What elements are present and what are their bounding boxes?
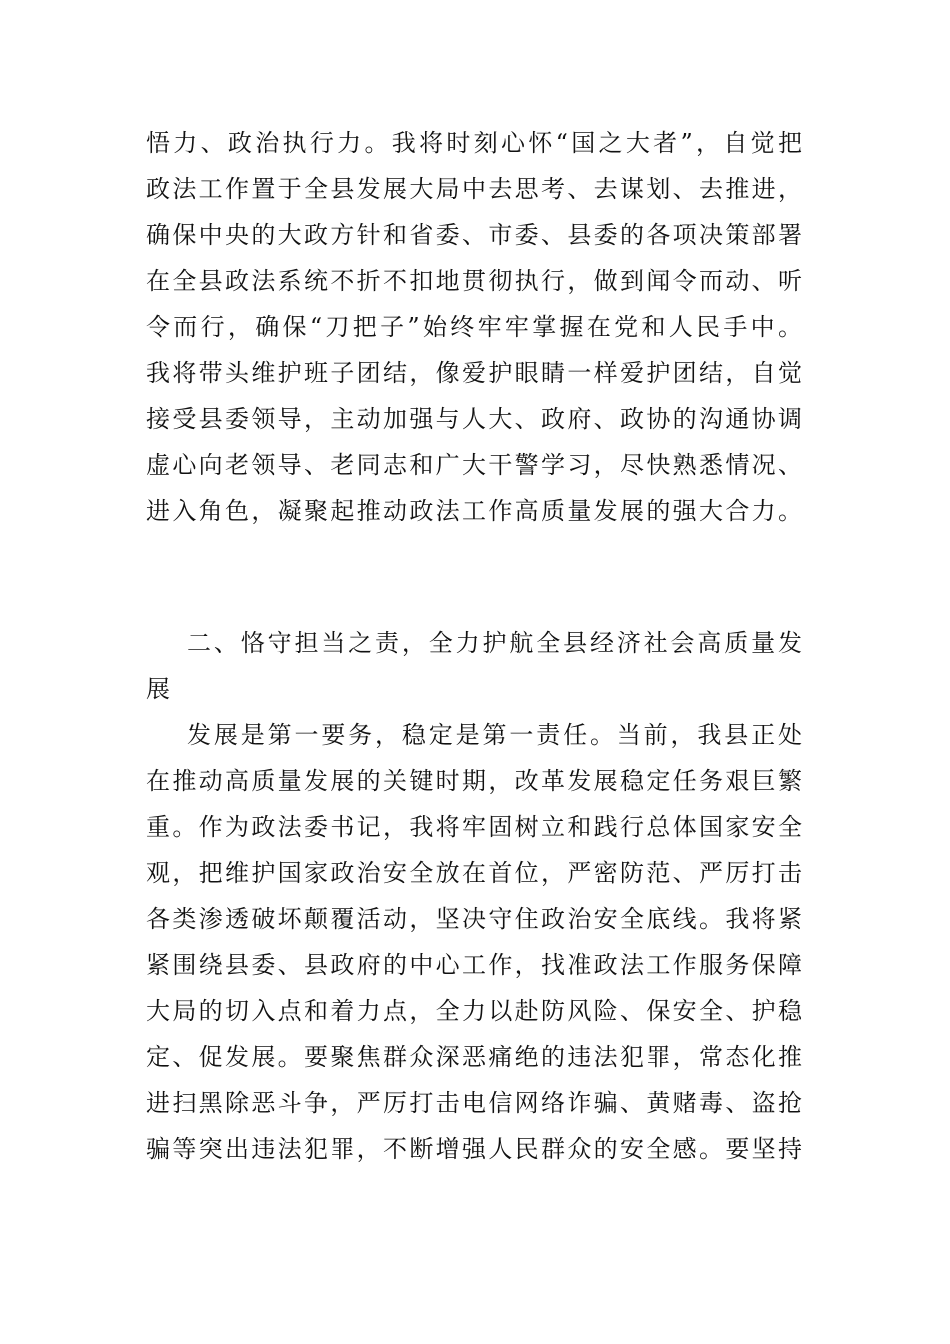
text-line: 令而行，确保“刀把子”始终牢牢掌握在党和人民手中。	[146, 313, 803, 341]
text-line: 重。作为政法委书记，我将牢固树立和践行总体国家安全	[146, 813, 803, 841]
text-line: 骗等突出违法犯罪，不断增强人民群众的安全感。要坚持	[146, 1135, 803, 1163]
text-line: 进扫黑除恶斗争，严厉打击电信网络诈骗、黄赌毒、盗抢	[146, 1089, 803, 1117]
text-line: 悟力、政治执行力。我将时刻心怀“国之大者”，自觉把	[146, 129, 803, 157]
text-line: 进入角色，凝聚起推动政法工作高质量发展的强大合力。	[146, 497, 803, 525]
text-line: 定、促发展。要聚焦群众深恶痛绝的违法犯罪，常态化推	[146, 1043, 803, 1071]
text-line: 发展是第一要务，稳定是第一责任。当前，我县正处	[187, 721, 803, 749]
text-line: 虚心向老领导、老同志和广大干警学习，尽快熟悉情况、	[146, 451, 803, 479]
text-line: 各类渗透破坏颠覆活动，坚决守住政治安全底线。我将紧	[146, 905, 803, 933]
text-line: 观，把维护国家政治安全放在首位，严密防范、严厉打击	[146, 859, 803, 887]
heading-line: 二、恪守担当之责，全力护航全县经济社会高质量发	[187, 629, 803, 657]
text-line: 在全县政法系统不折不扣地贯彻执行，做到闻令而动、听	[146, 267, 803, 295]
text-line: 紧围绕县委、县政府的中心工作，找准政法工作服务保障	[146, 951, 803, 979]
text-line: 在推动高质量发展的关键时期，改革发展稳定任务艰巨繁	[146, 767, 803, 795]
text-line: 确保中央的大政方针和省委、市委、县委的各项决策部署	[146, 221, 803, 249]
text-line: 我将带头维护班子团结，像爱护眼睛一样爱护团结，自觉	[146, 359, 803, 387]
text-line: 政法工作置于全县发展大局中去思考、去谋划、去推进，	[146, 175, 803, 203]
text-line: 接受县委领导，主动加强与人大、政府、政协的沟通协调	[146, 405, 803, 433]
text-line: 大局的切入点和着力点，全力以赴防风险、保安全、护稳	[146, 997, 803, 1025]
heading-line: 展	[146, 675, 171, 703]
